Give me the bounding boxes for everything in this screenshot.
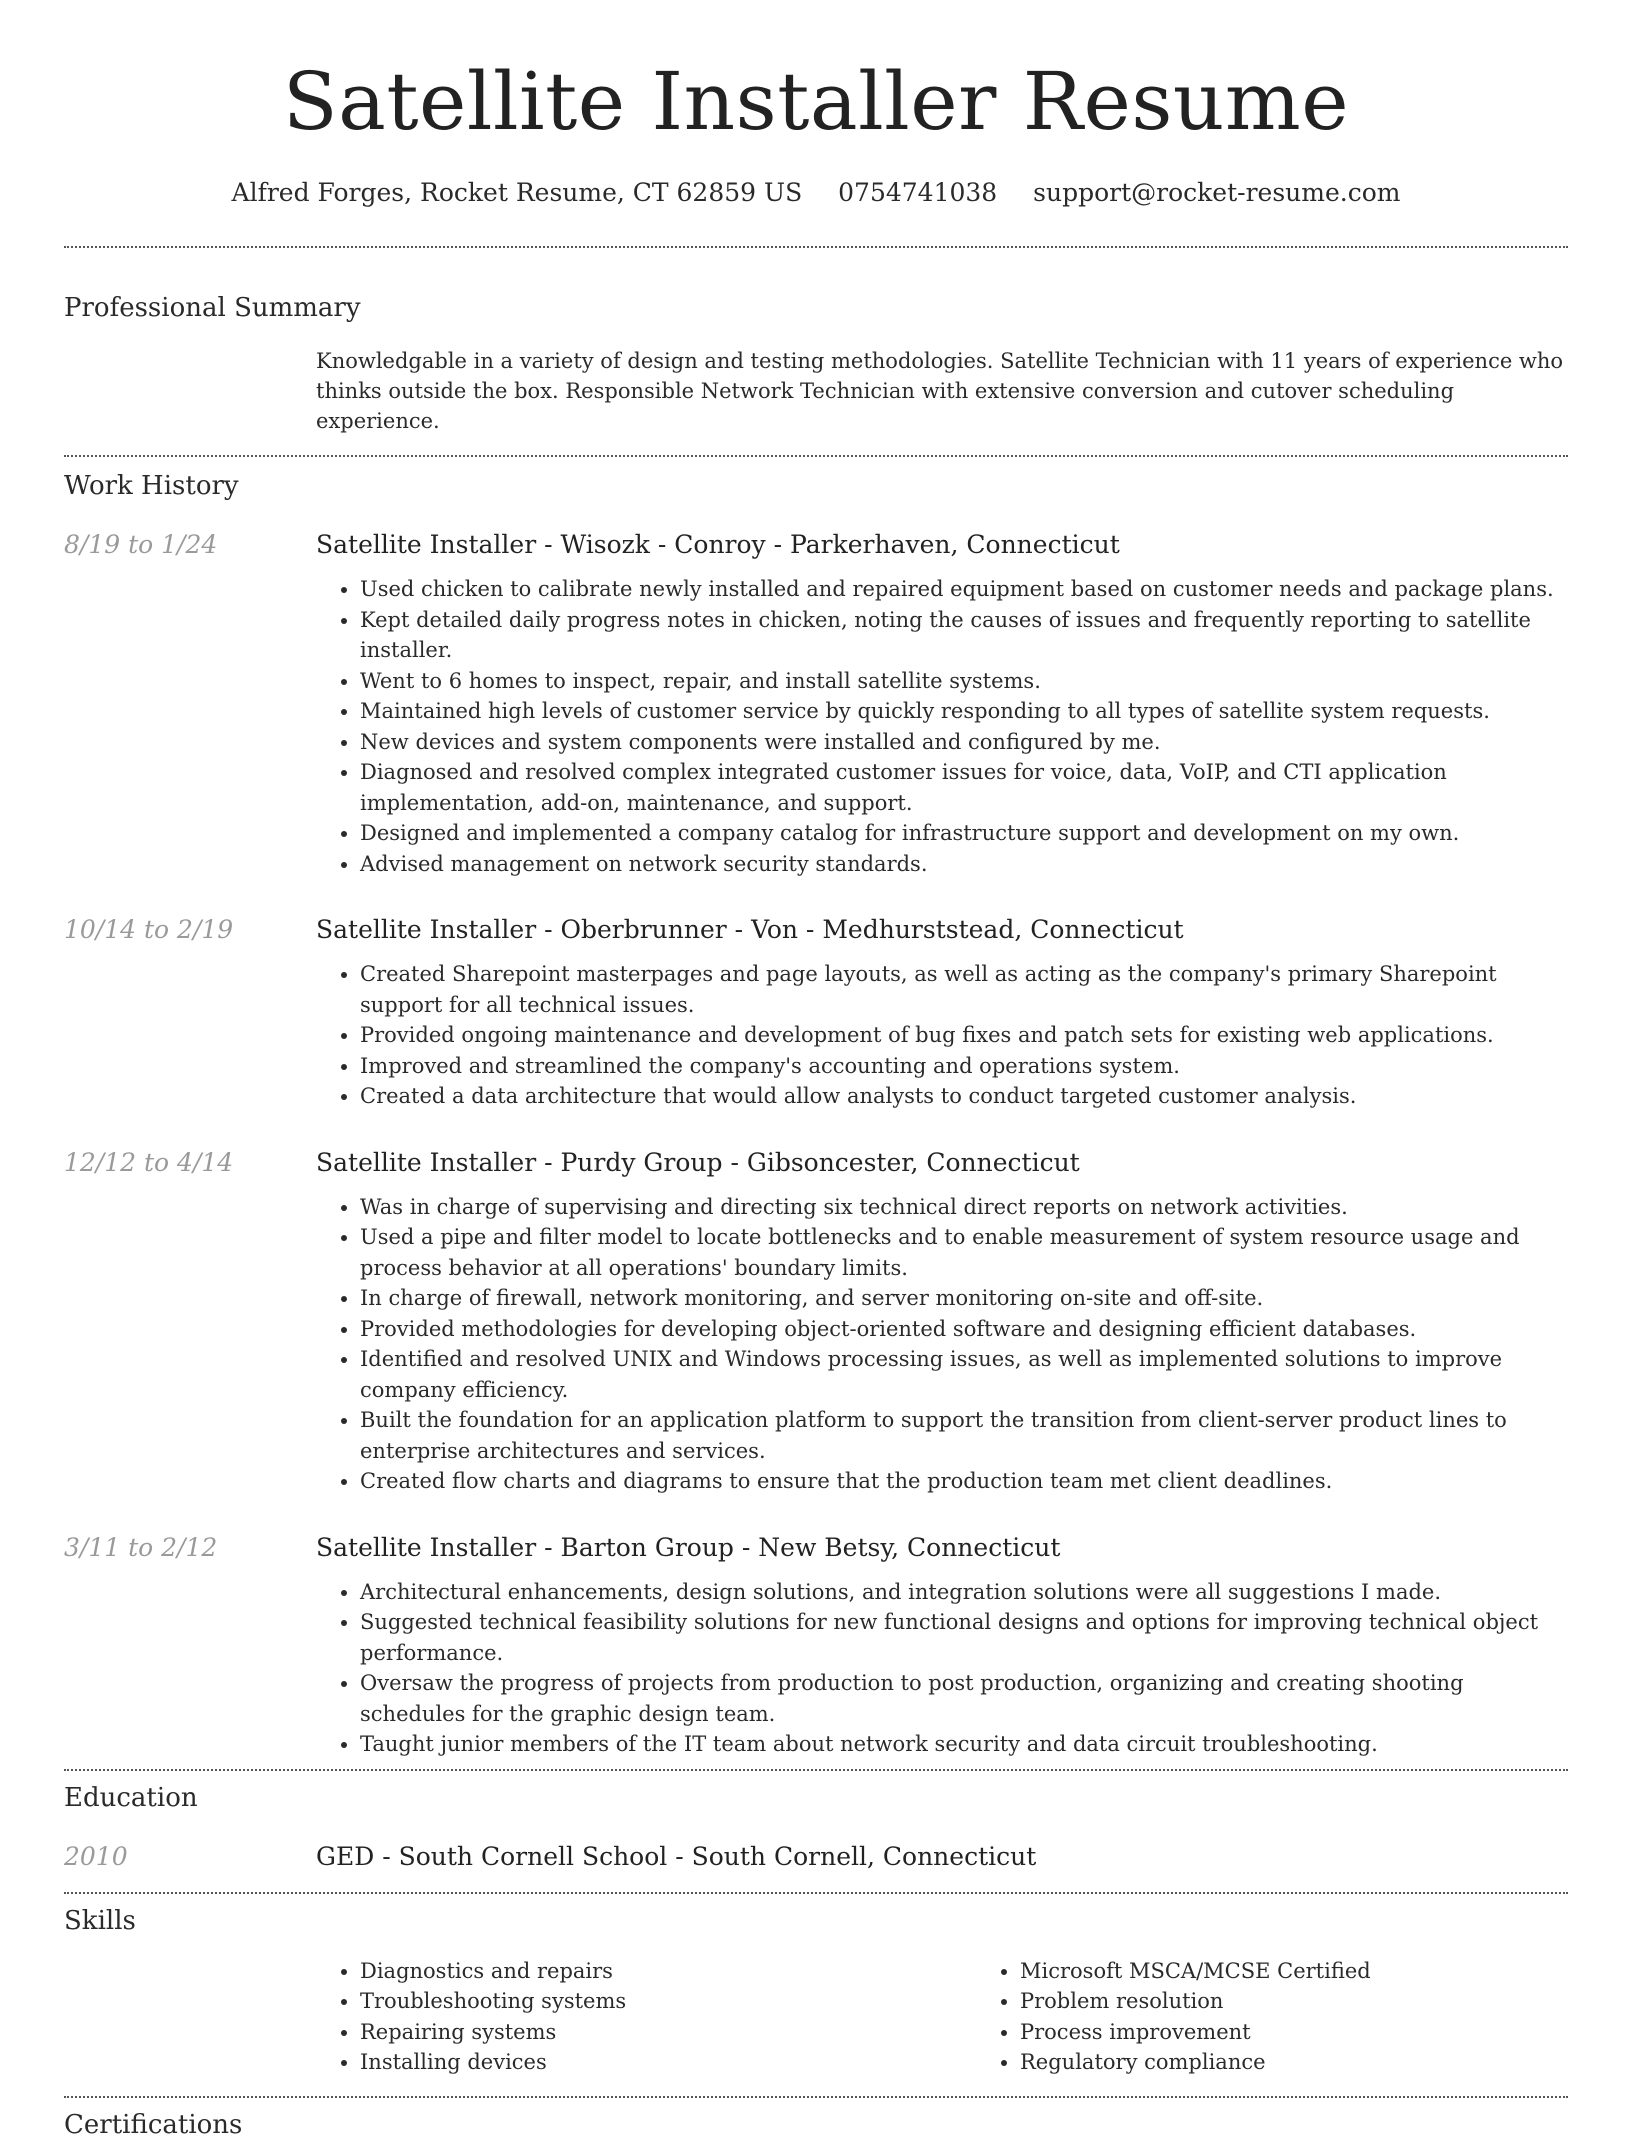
skills-row: [64, 1956, 1568, 2078]
list-item: • In charge of firewall, network monitoring, and server monitoring on-site and off-site.: [360, 1283, 1568, 1314]
list-item: • Maintained high levels of customer service by quickly responding to all types of satellite system requests.: [360, 696, 1568, 727]
education-title: GED - South Cornell School - South Cornell, Connecticut: [316, 1841, 1037, 1871]
skills-list-right: [976, 1956, 1632, 2078]
job-entry: [64, 913, 1568, 1112]
list-item: • Taught junior members of the IT team about network security and data circuit troubleshooting.: [360, 1729, 1568, 1760]
divider: [64, 2096, 1568, 2098]
job-dates: 10/14 to 2/19: [64, 915, 234, 944]
list-item: • Process improvement: [1020, 2017, 1632, 2048]
contact-address: Alfred Forges, Rocket Resume, CT 62859 US: [231, 178, 803, 207]
job-entry: [64, 528, 1568, 879]
contact-phone: 0754741038: [838, 178, 998, 207]
list-item: • Created Sharepoint masterpages and page layouts, as well as acting as the company's primary Sharepoint support for all technical issues.: [360, 959, 1568, 1020]
certifications-heading: Certifications: [64, 2109, 243, 2140]
job-bullets: [316, 959, 1568, 1112]
list-item: • Advised management on network security standards.: [360, 849, 1568, 880]
job-entry: [64, 1146, 1568, 1497]
skills-list-left: [316, 1956, 976, 2078]
list-item: • Troubleshooting systems: [360, 1986, 976, 2017]
list-item: • Installing devices: [360, 2047, 976, 2078]
list-item: • Kept detailed daily progress notes in chicken, noting the causes of issues and frequently reporting to satellite installer.: [360, 605, 1568, 666]
list-item: • Architectural enhancements, design solutions, and integration solutions were all suggestions I made.: [360, 1577, 1568, 1608]
list-item: • Improved and streamlined the company's accounting and operations system.: [360, 1051, 1568, 1082]
list-item: • Created flow charts and diagrams to ensure that the production team met client deadlines.: [360, 1466, 1568, 1497]
list-item: • Used chicken to calibrate newly installed and repaired equipment based on customer needs and package plans.: [360, 574, 1568, 605]
list-item: • Oversaw the progress of projects from production to post production, organizing and creating shooting schedules for the graphic design team.: [360, 1668, 1568, 1729]
job-title: Satellite Installer - Oberbrunner - Von - Medhurststead, Connecticut: [316, 915, 1184, 944]
job-entry: [64, 1531, 1568, 1760]
work-history-heading: Work History: [64, 471, 239, 501]
list-item: • Designed and implemented a company catalog for infrastructure support and development on my own.: [360, 818, 1568, 849]
list-item: • Microsoft MSCA/MCSE Certified: [1020, 1956, 1632, 1987]
job-bullets: [316, 1577, 1568, 1760]
skills-grid: [316, 1956, 1632, 2078]
list-item: • Used a pipe and filter model to locate bottlenecks and to enable measurement of system resource usage and process behavior at all operations' boundary limits.: [360, 1222, 1568, 1283]
education-section: [64, 1781, 1568, 1874]
work-history-section: [64, 469, 1568, 1760]
job-dates: 3/11 to 2/12: [64, 1532, 218, 1562]
skills-section: [64, 1904, 1568, 2078]
list-item: • New devices and system components were installed and configured by me.: [360, 727, 1568, 758]
list-item: • Created a data architecture that would allow analysts to conduct targeted customer analysis.: [360, 1081, 1568, 1112]
list-item: • Provided methodologies for developing object-oriented software and designing efficient databases.: [360, 1314, 1568, 1345]
divider: [64, 455, 1568, 457]
job-bullets: [316, 1192, 1568, 1497]
certifications-section: [64, 2108, 1568, 2142]
job-title: Satellite Installer - Purdy Group - Gibsoncester, Connecticut: [316, 1147, 1080, 1177]
list-item: • Diagnostics and repairs: [360, 1956, 976, 1987]
list-item: • Went to 6 homes to inspect, repair, and install satellite systems.: [360, 666, 1568, 697]
divider: [64, 1769, 1568, 1771]
list-item: • Suggested technical feasibility solutions for new functional designs and options for improving technical object performance.: [360, 1607, 1568, 1668]
contact-email: support@rocket-resume.com: [1033, 178, 1401, 207]
job-dates: 8/19 to 1/24: [64, 530, 218, 559]
summary-heading: Professional Summary: [64, 293, 361, 323]
job-bullets: [316, 574, 1568, 879]
resume-title: Satellite Installer Resume: [282, 55, 1350, 148]
summary-row: [64, 346, 1568, 436]
job-title: Satellite Installer - Wisozk - Conroy - Parkerhaven, Connecticut: [316, 530, 1120, 559]
list-item: • Provided ongoing maintenance and development of bug fixes and patch sets for existing web applications.: [360, 1020, 1568, 1051]
summary-section: [64, 291, 1568, 436]
list-item: • Repairing systems: [360, 2017, 976, 2048]
list-item: • Was in charge of supervising and directing six technical direct reports on network activities.: [360, 1192, 1568, 1223]
skills-heading: Skills: [64, 1905, 136, 1936]
education-year: 2010: [64, 1841, 128, 1871]
list-item: • Regulatory compliance: [1020, 2047, 1632, 2078]
divider: [64, 246, 1568, 248]
education-heading: Education: [64, 1782, 198, 1813]
job-dates: 12/12 to 4/14: [64, 1147, 234, 1177]
job-title: Satellite Installer - Barton Group - New Betsy, Connecticut: [316, 1532, 1061, 1562]
divider: [64, 1892, 1568, 1894]
list-item: • Problem resolution: [1020, 1986, 1632, 2017]
list-item: • Built the foundation for an application platform to support the transition from client-server product lines to enterprise architectures and services.: [360, 1405, 1568, 1466]
summary-text: Knowledgable in a variety of design and testing methodologies. Satellite Technician with 11 years of experience who thinks outside the box. Responsible Network Technician with extensive conversion and cutover scheduling experience.: [316, 349, 1564, 433]
list-item: • Identified and resolved UNIX and Windows processing issues, as well as implemented solutions to improve company efficiency.: [360, 1344, 1568, 1405]
list-item: • Diagnosed and resolved complex integrated customer issues for voice, data, VoIP, and CTI application implementation, add-on, maintenance, and support.: [360, 757, 1568, 818]
contact-line: [64, 176, 1568, 210]
education-entry: [64, 1840, 1568, 1874]
